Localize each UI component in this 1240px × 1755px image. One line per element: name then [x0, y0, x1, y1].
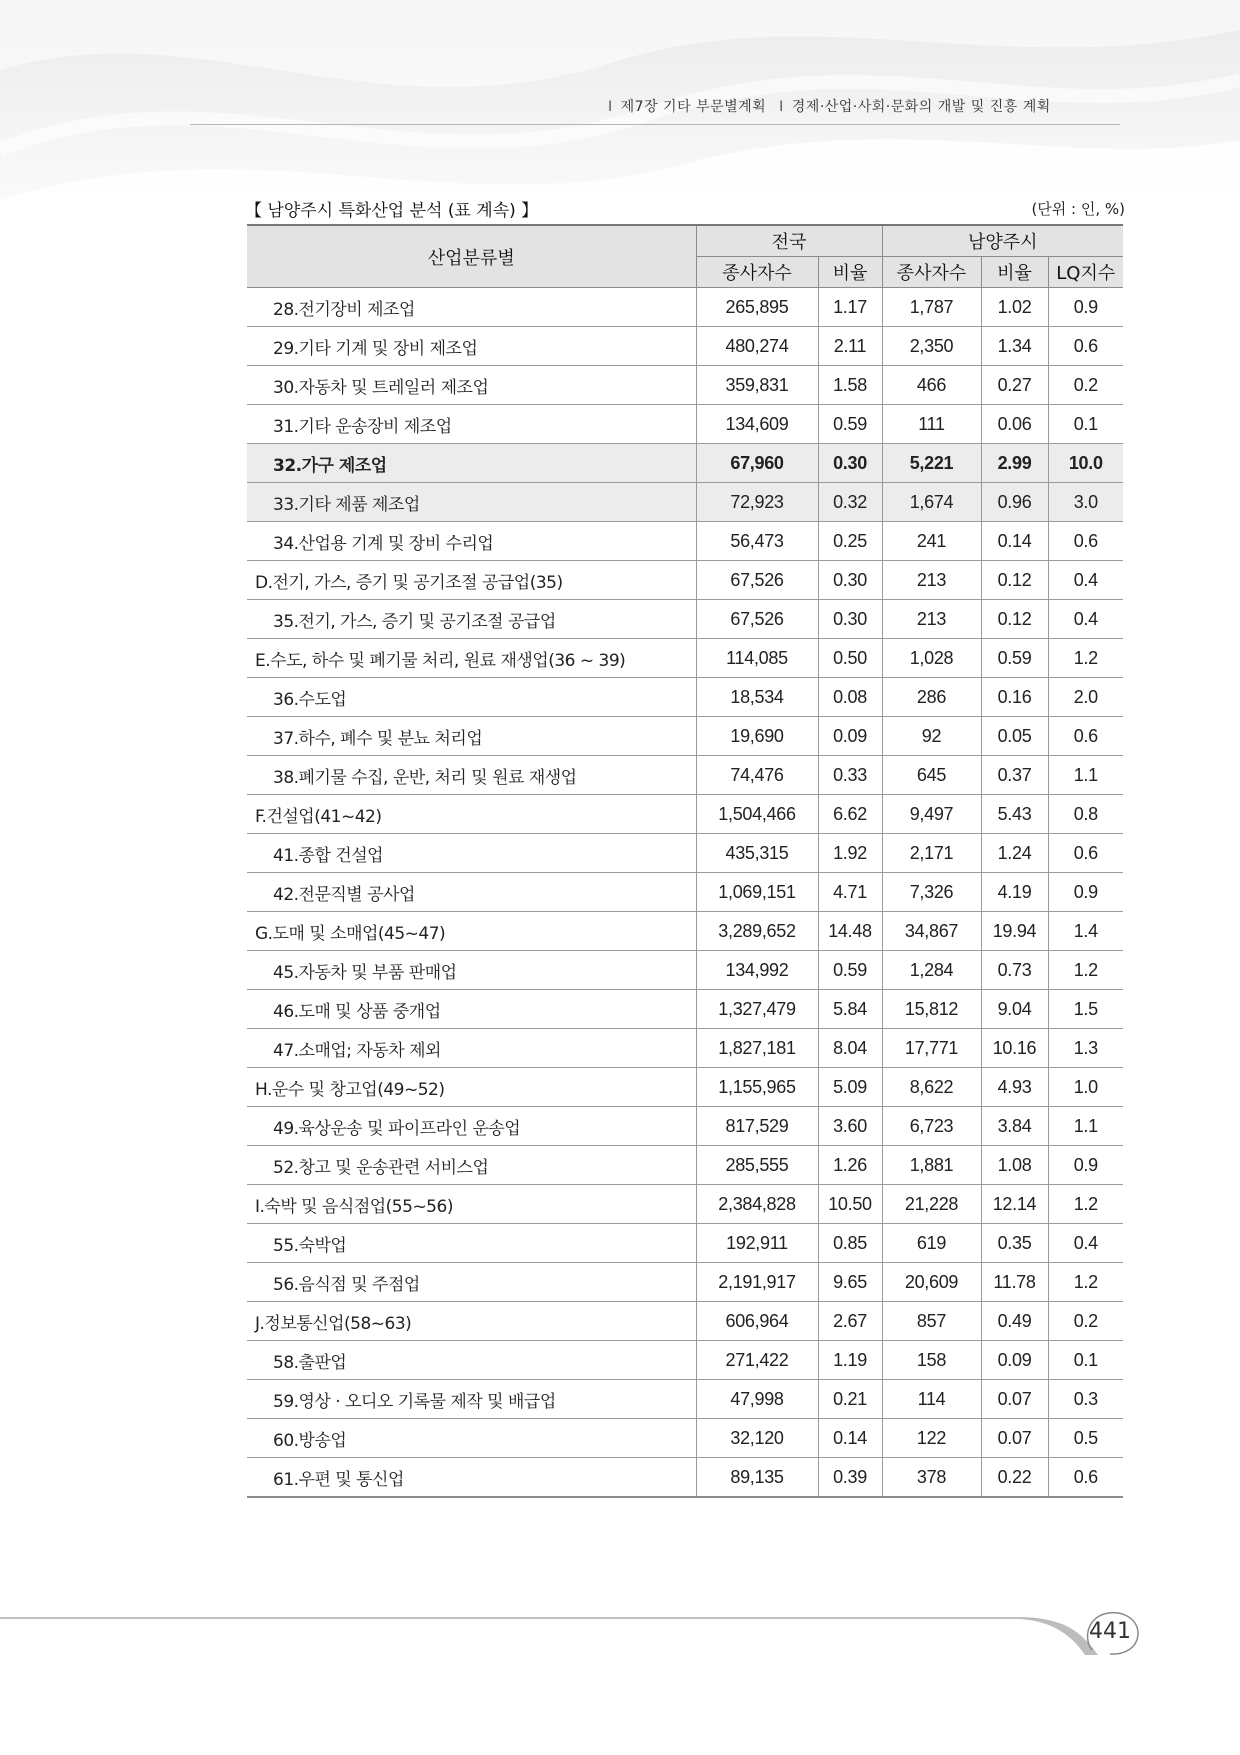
national-workers-cell: 67,526 [696, 561, 818, 600]
table-title: 【 남양주시 특화산업 분석 (표 계속) 】 [245, 201, 539, 221]
lq-index-cell: 1.2 [1048, 1185, 1123, 1224]
header-national: 전국 [696, 225, 882, 257]
local-workers-cell: 114 [882, 1380, 981, 1419]
table-row [247, 1380, 1123, 1419]
lq-index-cell: 1.0 [1048, 1068, 1123, 1107]
lq-index-cell: 1.2 [1048, 951, 1123, 990]
local-ratio-cell: 3.84 [981, 1107, 1048, 1146]
local-ratio-cell: 19.94 [981, 912, 1048, 951]
table-row [247, 678, 1123, 717]
header-separator: I [608, 99, 613, 115]
national-workers-cell: 3,289,652 [696, 912, 818, 951]
table-row [247, 951, 1123, 990]
table-row [247, 1263, 1123, 1302]
industry-name-cell: 38.폐기물 수집, 운반, 처리 및 원료 재생업 [247, 756, 696, 795]
header-rule [190, 124, 1120, 125]
national-workers-cell: 435,315 [696, 834, 818, 873]
footer-swoosh [0, 1617, 1240, 1657]
national-workers-cell: 265,895 [696, 288, 818, 327]
lq-index-cell: 1.1 [1048, 756, 1123, 795]
table-row [247, 1419, 1123, 1458]
table-row [247, 834, 1123, 873]
national-workers-cell: 1,155,965 [696, 1068, 818, 1107]
national-workers-cell: 67,526 [696, 600, 818, 639]
local-workers-cell: 5,221 [882, 444, 981, 483]
table-row [247, 1224, 1123, 1263]
national-ratio-cell: 8.04 [818, 1029, 882, 1068]
lq-index-cell: 2.0 [1048, 678, 1123, 717]
local-ratio-cell: 10.16 [981, 1029, 1048, 1068]
national-workers-cell: 480,274 [696, 327, 818, 366]
industry-name-cell: 45.자동차 및 부품 판매업 [247, 951, 696, 990]
lq-index-cell: 3.0 [1048, 483, 1123, 522]
national-workers-cell: 817,529 [696, 1107, 818, 1146]
local-workers-cell: 2,171 [882, 834, 981, 873]
national-workers-cell: 74,476 [696, 756, 818, 795]
lq-index-cell: 0.6 [1048, 522, 1123, 561]
running-header [600, 96, 1120, 116]
industry-name-cell: 35.전기, 가스, 증기 및 공기조절 공급업 [247, 600, 696, 639]
national-ratio-cell: 0.08 [818, 678, 882, 717]
national-ratio-cell: 0.30 [818, 561, 882, 600]
local-ratio-cell: 0.05 [981, 717, 1048, 756]
table-row [247, 1302, 1123, 1341]
local-ratio-cell: 0.27 [981, 366, 1048, 405]
lq-index-cell: 10.0 [1048, 444, 1123, 483]
local-ratio-cell: 0.06 [981, 405, 1048, 444]
local-ratio-cell: 1.34 [981, 327, 1048, 366]
header-section: 경제·산업·사회·문화의 개발 및 진흥 계획 [791, 99, 1051, 115]
table-row [247, 1107, 1123, 1146]
lq-index-cell: 0.9 [1048, 873, 1123, 912]
table-row [247, 1029, 1123, 1068]
national-workers-cell: 18,534 [696, 678, 818, 717]
local-workers-cell: 378 [882, 1458, 981, 1498]
national-ratio-cell: 0.25 [818, 522, 882, 561]
local-workers-cell: 466 [882, 366, 981, 405]
lq-index-cell: 0.3 [1048, 1380, 1123, 1419]
industry-name-cell: 29.기타 기계 및 장비 제조업 [247, 327, 696, 366]
lq-index-cell: 0.4 [1048, 600, 1123, 639]
national-ratio-cell: 1.26 [818, 1146, 882, 1185]
industry-name-cell: 60.방송업 [247, 1419, 696, 1458]
local-ratio-cell: 11.78 [981, 1263, 1048, 1302]
table-caption [245, 196, 1125, 222]
table-row [247, 522, 1123, 561]
local-workers-cell: 9,497 [882, 795, 981, 834]
header-namyangju: 남양주시 [882, 225, 1123, 257]
table-row [247, 990, 1123, 1029]
national-workers-cell: 1,827,181 [696, 1029, 818, 1068]
local-ratio-cell: 0.37 [981, 756, 1048, 795]
lq-index-cell: 1.2 [1048, 1263, 1123, 1302]
table-row [247, 1068, 1123, 1107]
local-ratio-cell: 0.73 [981, 951, 1048, 990]
lq-index-cell: 0.1 [1048, 405, 1123, 444]
local-workers-cell: 122 [882, 1419, 981, 1458]
national-workers-cell: 1,327,479 [696, 990, 818, 1029]
local-ratio-cell: 12.14 [981, 1185, 1048, 1224]
national-ratio-cell: 10.50 [818, 1185, 882, 1224]
local-workers-cell: 15,812 [882, 990, 981, 1029]
national-ratio-cell: 4.71 [818, 873, 882, 912]
national-workers-cell: 134,992 [696, 951, 818, 990]
table-row [247, 639, 1123, 678]
lq-index-cell: 1.1 [1048, 1107, 1123, 1146]
local-ratio-cell: 0.22 [981, 1458, 1048, 1498]
local-workers-cell: 6,723 [882, 1107, 981, 1146]
local-workers-cell: 241 [882, 522, 981, 561]
national-ratio-cell: 1.19 [818, 1341, 882, 1380]
local-workers-cell: 111 [882, 405, 981, 444]
local-workers-cell: 2,350 [882, 327, 981, 366]
industry-name-cell: 34.산업용 기계 및 장비 수리업 [247, 522, 696, 561]
local-ratio-cell: 0.59 [981, 639, 1048, 678]
table-row [247, 327, 1123, 366]
industry-name-cell: 28.전기장비 제조업 [247, 288, 696, 327]
header-separator: I [779, 99, 784, 115]
local-ratio-cell: 0.49 [981, 1302, 1048, 1341]
industry-name-cell: G.도매 및 소매업(45~47) [247, 912, 696, 951]
lq-index-cell: 0.6 [1048, 834, 1123, 873]
local-workers-cell: 213 [882, 561, 981, 600]
local-workers-cell: 17,771 [882, 1029, 981, 1068]
table-row [247, 600, 1123, 639]
national-ratio-cell: 3.60 [818, 1107, 882, 1146]
local-ratio-cell: 1.02 [981, 288, 1048, 327]
lq-index-cell: 0.2 [1048, 1302, 1123, 1341]
local-workers-cell: 619 [882, 1224, 981, 1263]
national-ratio-cell: 1.58 [818, 366, 882, 405]
national-workers-cell: 271,422 [696, 1341, 818, 1380]
national-workers-cell: 606,964 [696, 1302, 818, 1341]
local-ratio-cell: 0.14 [981, 522, 1048, 561]
industry-name-cell: 49.육상운송 및 파이프라인 운송업 [247, 1107, 696, 1146]
national-ratio-cell: 0.14 [818, 1419, 882, 1458]
header-local-workers: 종사자수 [882, 257, 981, 288]
table-row [247, 366, 1123, 405]
national-ratio-cell: 9.65 [818, 1263, 882, 1302]
lq-index-cell: 0.5 [1048, 1419, 1123, 1458]
table-unit: (단위 : 인, %) [1031, 200, 1125, 218]
local-workers-cell: 7,326 [882, 873, 981, 912]
header-national-ratio: 비율 [818, 257, 882, 288]
industry-name-cell: 33.기타 제품 제조업 [247, 483, 696, 522]
local-workers-cell: 857 [882, 1302, 981, 1341]
industry-name-cell: 46.도매 및 상품 중개업 [247, 990, 696, 1029]
national-ratio-cell: 2.67 [818, 1302, 882, 1341]
lq-index-cell: 0.8 [1048, 795, 1123, 834]
table-row [247, 483, 1123, 522]
national-workers-cell: 19,690 [696, 717, 818, 756]
local-ratio-cell: 0.12 [981, 561, 1048, 600]
national-ratio-cell: 14.48 [818, 912, 882, 951]
industry-name-cell: 42.전문직별 공사업 [247, 873, 696, 912]
lq-index-cell: 0.1 [1048, 1341, 1123, 1380]
national-workers-cell: 2,384,828 [696, 1185, 818, 1224]
header-chapter: 제7장 기타 부문별계획 [620, 99, 767, 115]
table-row [247, 873, 1123, 912]
national-workers-cell: 1,069,151 [696, 873, 818, 912]
table-row [247, 756, 1123, 795]
national-ratio-cell: 0.30 [818, 444, 882, 483]
lq-index-cell: 0.6 [1048, 1458, 1123, 1498]
local-workers-cell: 8,622 [882, 1068, 981, 1107]
header-national-workers: 종사자수 [696, 257, 818, 288]
industry-name-cell: 56.음식점 및 주점업 [247, 1263, 696, 1302]
industry-name-cell: D.전기, 가스, 증기 및 공기조절 공급업(35) [247, 561, 696, 600]
national-workers-cell: 67,960 [696, 444, 818, 483]
industry-name-cell: 58.출판업 [247, 1341, 696, 1380]
national-workers-cell: 47,998 [696, 1380, 818, 1419]
lq-index-cell: 1.2 [1048, 639, 1123, 678]
local-ratio-cell: 0.12 [981, 600, 1048, 639]
local-ratio-cell: 4.93 [981, 1068, 1048, 1107]
table-row [247, 405, 1123, 444]
lq-index-cell: 0.4 [1048, 1224, 1123, 1263]
national-ratio-cell: 0.59 [818, 405, 882, 444]
local-workers-cell: 1,284 [882, 951, 981, 990]
lq-index-cell: 0.4 [1048, 561, 1123, 600]
national-workers-cell: 1,504,466 [696, 795, 818, 834]
table-row [247, 561, 1123, 600]
industry-name-cell: 32.가구 제조업 [247, 444, 696, 483]
local-ratio-cell: 5.43 [981, 795, 1048, 834]
table-row [247, 1185, 1123, 1224]
industry-name-cell: F.건설업(41~42) [247, 795, 696, 834]
table-row [247, 795, 1123, 834]
local-workers-cell: 1,674 [882, 483, 981, 522]
national-workers-cell: 2,191,917 [696, 1263, 818, 1302]
national-ratio-cell: 0.09 [818, 717, 882, 756]
national-ratio-cell: 0.39 [818, 1458, 882, 1498]
local-workers-cell: 645 [882, 756, 981, 795]
local-ratio-cell: 1.08 [981, 1146, 1048, 1185]
local-ratio-cell: 9.04 [981, 990, 1048, 1029]
industry-name-cell: H.운수 및 창고업(49~52) [247, 1068, 696, 1107]
national-ratio-cell: 0.21 [818, 1380, 882, 1419]
local-workers-cell: 1,881 [882, 1146, 981, 1185]
table-row [247, 717, 1123, 756]
local-workers-cell: 20,609 [882, 1263, 981, 1302]
local-ratio-cell: 0.09 [981, 1341, 1048, 1380]
national-ratio-cell: 5.84 [818, 990, 882, 1029]
lq-index-cell: 1.3 [1048, 1029, 1123, 1068]
industry-name-cell: 41.종합 건설업 [247, 834, 696, 873]
national-ratio-cell: 5.09 [818, 1068, 882, 1107]
lq-index-cell: 0.2 [1048, 366, 1123, 405]
national-ratio-cell: 6.62 [818, 795, 882, 834]
industry-name-cell: I.숙박 및 음식점업(55~56) [247, 1185, 696, 1224]
local-ratio-cell: 2.99 [981, 444, 1048, 483]
national-workers-cell: 72,923 [696, 483, 818, 522]
table-row [247, 1341, 1123, 1380]
local-workers-cell: 34,867 [882, 912, 981, 951]
header-local-ratio: 비율 [981, 257, 1048, 288]
national-ratio-cell: 2.11 [818, 327, 882, 366]
local-ratio-cell: 0.07 [981, 1380, 1048, 1419]
lq-index-cell: 1.5 [1048, 990, 1123, 1029]
local-ratio-cell: 0.16 [981, 678, 1048, 717]
lq-index-cell: 0.9 [1048, 1146, 1123, 1185]
national-ratio-cell: 0.59 [818, 951, 882, 990]
industry-name-cell: 37.하수, 폐수 및 분뇨 처리업 [247, 717, 696, 756]
industry-name-cell: 47.소매업; 자동차 제외 [247, 1029, 696, 1068]
national-workers-cell: 134,609 [696, 405, 818, 444]
lq-index-cell: 0.9 [1048, 288, 1123, 327]
industry-name-cell: 52.창고 및 운송관련 서비스업 [247, 1146, 696, 1185]
industry-name-cell: J.정보통신업(58~63) [247, 1302, 696, 1341]
table-row [247, 1458, 1123, 1498]
industry-name-cell: 30.자동차 및 트레일러 제조업 [247, 366, 696, 405]
national-workers-cell: 192,911 [696, 1224, 818, 1263]
national-workers-cell: 359,831 [696, 366, 818, 405]
local-ratio-cell: 4.19 [981, 873, 1048, 912]
industry-analysis-table [247, 224, 1123, 1498]
local-workers-cell: 1,028 [882, 639, 981, 678]
local-ratio-cell: 1.24 [981, 834, 1048, 873]
local-ratio-cell: 0.96 [981, 483, 1048, 522]
local-workers-cell: 286 [882, 678, 981, 717]
local-workers-cell: 21,228 [882, 1185, 981, 1224]
national-ratio-cell: 0.32 [818, 483, 882, 522]
table-row [247, 288, 1123, 327]
lq-index-cell: 0.6 [1048, 717, 1123, 756]
national-ratio-cell: 0.50 [818, 639, 882, 678]
national-workers-cell: 114,085 [696, 639, 818, 678]
local-workers-cell: 92 [882, 717, 981, 756]
lq-index-cell: 0.6 [1048, 327, 1123, 366]
industry-name-cell: 31.기타 운송장비 제조업 [247, 405, 696, 444]
national-workers-cell: 56,473 [696, 522, 818, 561]
header-lq-index: LQ지수 [1048, 257, 1123, 288]
industry-name-cell: 36.수도업 [247, 678, 696, 717]
national-ratio-cell: 0.85 [818, 1224, 882, 1263]
local-ratio-cell: 0.35 [981, 1224, 1048, 1263]
industry-name-cell: 61.우편 및 통신업 [247, 1458, 696, 1498]
lq-index-cell: 1.4 [1048, 912, 1123, 951]
local-workers-cell: 158 [882, 1341, 981, 1380]
national-ratio-cell: 1.17 [818, 288, 882, 327]
national-ratio-cell: 0.33 [818, 756, 882, 795]
national-workers-cell: 285,555 [696, 1146, 818, 1185]
table-row [247, 1146, 1123, 1185]
table-row [247, 444, 1123, 483]
industry-name-cell: 55.숙박업 [247, 1224, 696, 1263]
local-workers-cell: 213 [882, 600, 981, 639]
national-ratio-cell: 1.92 [818, 834, 882, 873]
header-category: 산업분류별 [247, 225, 696, 288]
local-ratio-cell: 0.07 [981, 1419, 1048, 1458]
industry-name-cell: 59.영상 · 오디오 기록물 제작 및 배급업 [247, 1380, 696, 1419]
national-workers-cell: 89,135 [696, 1458, 818, 1498]
industry-name-cell: E.수도, 하수 및 폐기물 처리, 원료 재생업(36 ~ 39) [247, 639, 696, 678]
local-workers-cell: 1,787 [882, 288, 981, 327]
page-number: 441 [1089, 1619, 1131, 1644]
table-row [247, 912, 1123, 951]
national-ratio-cell: 0.30 [818, 600, 882, 639]
table-body [247, 288, 1123, 1498]
national-workers-cell: 32,120 [696, 1419, 818, 1458]
